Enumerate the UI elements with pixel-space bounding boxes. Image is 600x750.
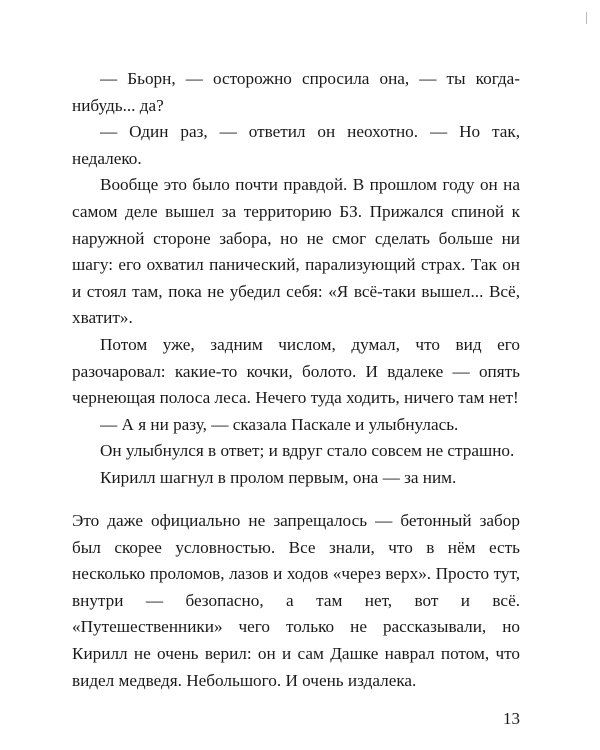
page-number: 13 (503, 709, 520, 728)
section-two (72, 508, 520, 694)
section-one (72, 66, 520, 492)
paragraph: Вообще это было почти правдой. В прошлом году он на самом деле вышел за территорию БЗ. Прижался спиной к наружной стороне забора, но не смог сделать больше ни шагу: его охватил панический, парализующий страх. Так он и стоял там, пока не убедил себя: «Я всё-таки вышел... Всё, хватит». (72, 175, 520, 328)
paragraph: — А я ни разу, — сказала Паскале и улыбнулась. (100, 414, 459, 434)
paragraph: — Один раз, — ответил он неохотно. — Но так, недалеко. (72, 122, 520, 168)
paragraph: Потом уже, задним числом, думал, что вид его разочаровал: какие-то кочки, болото. И вдалеке — опять чернеющая полоса леса. Нечего туда ходить, ничего там нет! (72, 334, 520, 408)
paragraph: Это даже официально не запрещалось — бетонный забор был скорее условностью. Все знали, что в нём есть несколько проломов, лазов и ходов «через верх». Просто тут, внутри — безопасно, а там нет, вот и всё. «Путешественники» чего только не рассказывали, но Кирилл не очень верил: он и сам Дашке наврал потом, что видел медведя. Небольшого. И очень издалека. (72, 511, 520, 690)
paragraph: — Бьорн, — осторожно спросила она, — ты когда-нибудь... да? (72, 69, 520, 115)
scan-mark (586, 12, 587, 24)
paragraph: Кирилл шагнул в пролом первым, она — за ним. (100, 467, 457, 487)
paragraph: Он улыбнулся в ответ; и вдруг стало совсем не страшно. (100, 441, 515, 461)
